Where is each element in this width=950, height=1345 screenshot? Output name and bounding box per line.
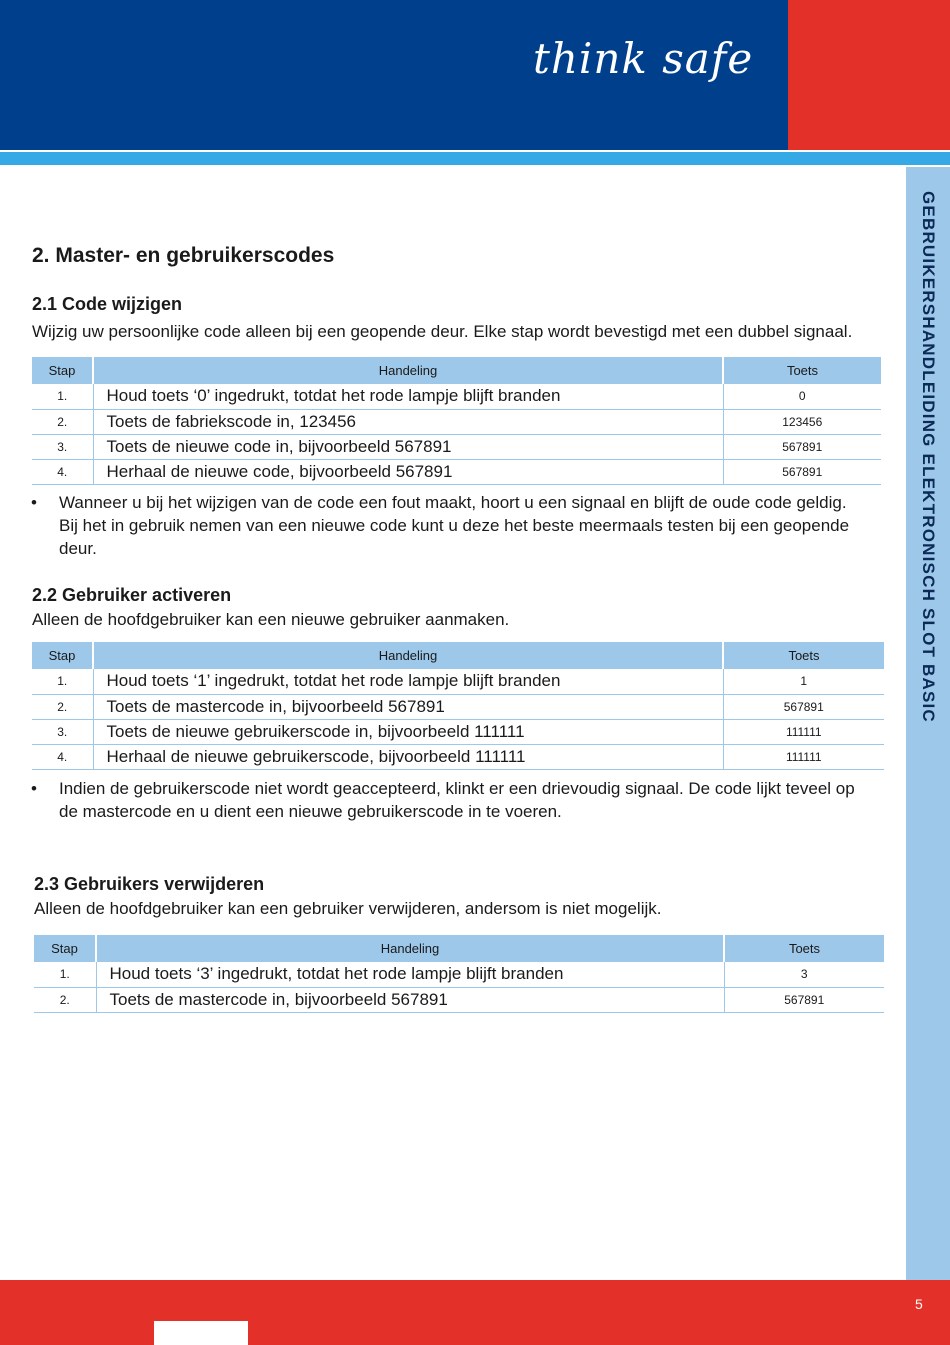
- column-header: Stap: [32, 357, 93, 384]
- note-bullet: [31, 777, 881, 823]
- note-line: Indien de gebruikerscode niet wordt geaccepteerd, klinkt er een drievoudig signaal. De code lijkt teveel op: [59, 779, 855, 798]
- bullet-icon: •: [31, 779, 37, 798]
- step-number: 3.: [32, 719, 93, 744]
- column-header: Handeling: [93, 642, 723, 669]
- table-row: [32, 384, 881, 409]
- step-number: 1.: [32, 384, 93, 409]
- column-header: Handeling: [93, 357, 723, 384]
- step-action: Toets de fabriekscode in, 123456: [93, 409, 723, 434]
- section-heading: 2.3 Gebruikers verwijderen: [34, 874, 265, 894]
- note-line: Wanneer u bij het wijzigen van de code een fout maakt, hoort u een signaal en blijft de oude code geldig.: [59, 493, 847, 512]
- table-row: [32, 694, 884, 719]
- step-key: 111111: [723, 744, 884, 769]
- footer-box: [154, 1321, 248, 1345]
- header-accent: [788, 0, 950, 150]
- header-stripe: [0, 150, 950, 165]
- step-key: 567891: [723, 459, 881, 484]
- step-key: 567891: [723, 694, 884, 719]
- step-action: Toets de nieuwe code in, bijvoorbeeld 567891: [93, 434, 723, 459]
- table-row: [32, 459, 881, 484]
- table-header-row: [32, 357, 881, 384]
- table-row: [32, 409, 881, 434]
- step-action: Houd toets ‘1’ ingedrukt, totdat het rode lampje blijft branden: [93, 669, 723, 694]
- step-number: 1.: [32, 669, 93, 694]
- step-key: 123456: [723, 409, 881, 434]
- steps-table: [32, 357, 881, 485]
- section-intro: Alleen de hoofdgebruiker kan een nieuwe gebruiker aanmaken.: [32, 610, 510, 629]
- brand-logo: think safe: [533, 34, 754, 83]
- note-line: Bij het in gebruik nemen van een nieuwe code kunt u deze het beste meermaals testen bij een geopende: [59, 516, 850, 535]
- step-action: Herhaal de nieuwe gebruikerscode, bijvoorbeeld 111111: [93, 744, 723, 769]
- step-number: 4.: [32, 744, 93, 769]
- column-header: Toets: [723, 642, 884, 669]
- table-row: [34, 962, 884, 987]
- step-action: Toets de mastercode in, bijvoorbeeld 567891: [96, 987, 724, 1012]
- steps-table: [34, 935, 884, 1013]
- step-number: 2.: [32, 409, 93, 434]
- step-key: 1: [723, 669, 884, 694]
- column-header: Toets: [724, 935, 884, 962]
- table-row: [34, 987, 884, 1012]
- step-number: 4.: [32, 459, 93, 484]
- footer-band: [0, 1280, 950, 1345]
- sidebar-title: GEBRUIKERSHANDLEIDING ELEKTRONISCH SLOT BASIC: [919, 191, 938, 723]
- step-number: 3.: [32, 434, 93, 459]
- section-intro: Wijzig uw persoonlijke code alleen bij een geopende deur. Elke stap wordt bevestigd met een dubbel signaal.: [32, 322, 853, 341]
- table-row: [32, 744, 884, 769]
- step-action: Toets de mastercode in, bijvoorbeeld 567891: [93, 694, 723, 719]
- column-header: Stap: [34, 935, 96, 962]
- step-action: Herhaal de nieuwe code, bijvoorbeeld 567891: [93, 459, 723, 484]
- column-header: Stap: [32, 642, 93, 669]
- table-row: [32, 669, 884, 694]
- step-key: 111111: [723, 719, 884, 744]
- step-action: Houd toets ‘0’ ingedrukt, totdat het rode lampje blijft branden: [93, 384, 723, 409]
- step-number: 1.: [34, 962, 96, 987]
- note-line: deur.: [59, 539, 97, 558]
- table-header-row: [34, 935, 884, 962]
- note-bullet: [31, 491, 871, 560]
- note-line: de mastercode en u dient een nieuwe gebruikerscode in te voeren.: [59, 802, 562, 821]
- table-row: [32, 434, 881, 459]
- step-number: 2.: [32, 694, 93, 719]
- column-header: Toets: [723, 357, 881, 384]
- step-key: 567891: [723, 434, 881, 459]
- step-number: 2.: [34, 987, 96, 1012]
- bullet-icon: •: [31, 493, 37, 512]
- page-number: 5: [915, 1296, 923, 1312]
- page-title: 2. Master- en gebruikerscodes: [32, 244, 335, 267]
- table-header-row: [32, 642, 884, 669]
- column-header: Handeling: [96, 935, 724, 962]
- section-heading: 2.2 Gebruiker activeren: [32, 585, 232, 605]
- step-key: 0: [723, 384, 881, 409]
- step-action: Toets de nieuwe gebruikerscode in, bijvoorbeeld 111111: [93, 719, 723, 744]
- section-heading: 2.1 Code wijzigen: [32, 294, 183, 314]
- section-intro: Alleen de hoofdgebruiker kan een gebruiker verwijderen, andersom is niet mogelijk.: [34, 899, 662, 918]
- step-key: 3: [724, 962, 884, 987]
- step-action: Houd toets ‘3’ ingedrukt, totdat het rode lampje blijft branden: [96, 962, 724, 987]
- step-key: 567891: [724, 987, 884, 1012]
- table-row: [32, 719, 884, 744]
- steps-table: [32, 642, 884, 770]
